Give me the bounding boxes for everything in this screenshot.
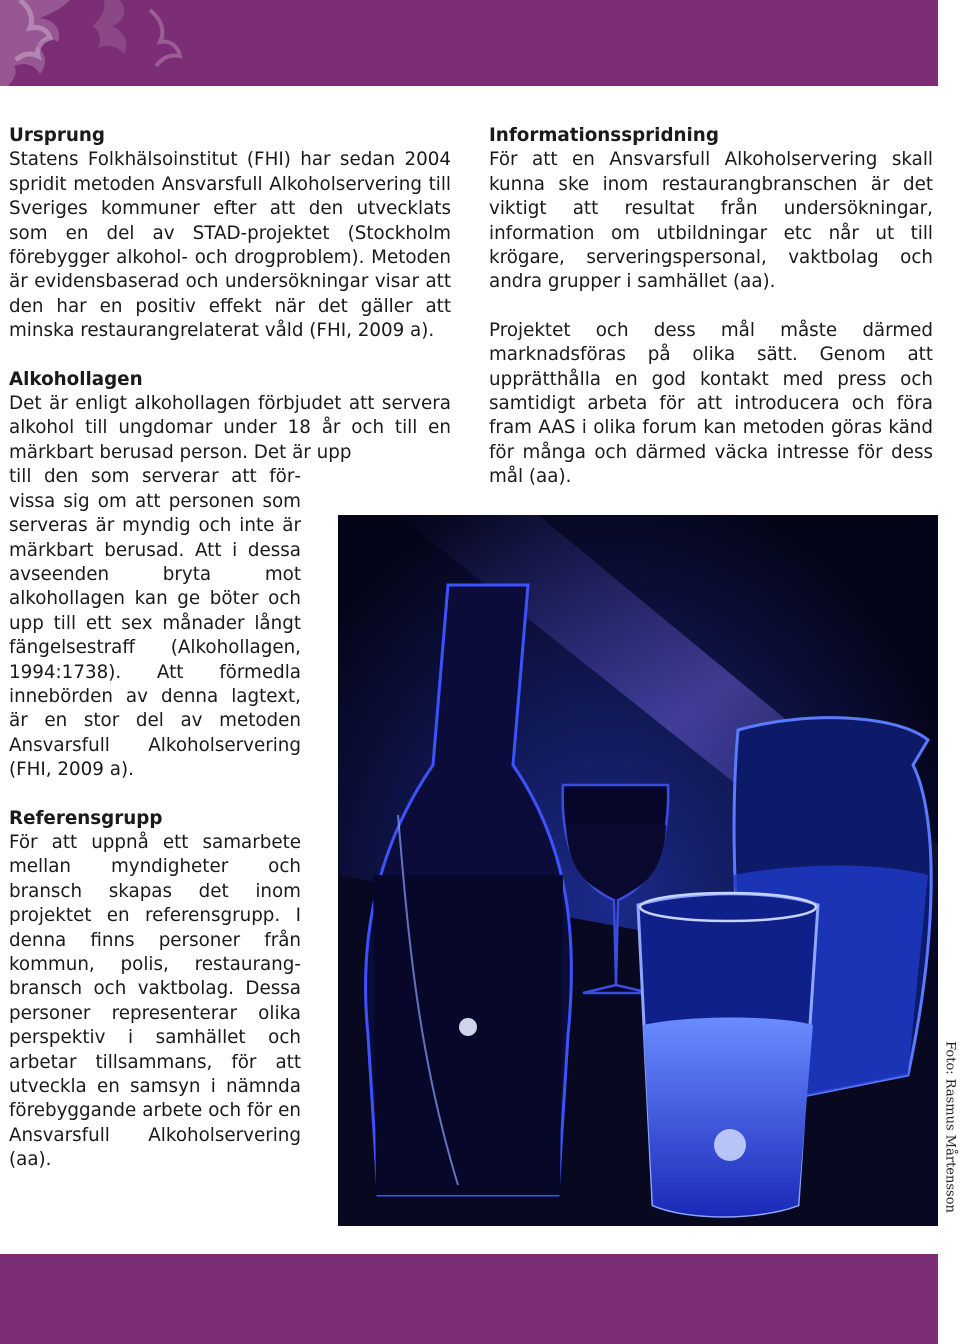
glassware-illustration [338, 515, 938, 1226]
heading-ursprung: Ursprung [9, 125, 105, 146]
heading-alkohollagen: Alkohollagen [9, 368, 143, 390]
text-alkohollagen-wide: Det är enligt alkohollagen förbjudet att servera alkohol till ungdomar under 18 år och till en märkbart berusad person. Det är upp [9, 393, 451, 463]
text-referensgrupp: För att uppnå ett samarbete mellan myndigheter och bransch skapas det inom projektet en referensgrupp. I denna finns personer från kommun, polis, restaurangbransch och vaktbolag. Dessa personer representerar olika perspektiv i samhället och arbetar tillsammans, för att utveckla en samsyn i nämnda förebyggande arbete och för en Ansvarsfull Alkoholservering (aa). [9, 831, 301, 1171]
heading-informationsspridning: Informationsspridning [489, 125, 719, 146]
heading-referensgrupp: Referensgrupp [9, 807, 163, 829]
photo-credit-text: Foto: Rasmus Mårtensson [942, 1041, 958, 1213]
top-banner [0, 0, 938, 86]
glassware-photo [338, 515, 938, 1226]
text-informationsspridning-1: För att en Ansvarsfull Alkoholservering skall kunna ske inom restaurangbranschen är det viktigt att resultat från undersökningar, information om utbildningar etc når ut till krögare, serveringspersonal, vaktbolag och andra grupper i samhället (aa). [489, 149, 933, 293]
text-ursprung: Statens Folkhälsoinstitut (FHI) har sedan 2004 spridit metoden Ansvarsfull Alkoholservering till Sveriges kommuner efter att den utvecklats som en del av STAD-projektet (Stockholm förebygger alkohol- och drogproblem). Metoden är evidensbaserad och undersökningar visar att den har en positiv effekt när det gäller att minska restaurangrelaterat våld (FHI, 2009 a). [9, 149, 451, 342]
photo-credit [940, 1041, 960, 1213]
text-informationsspridning-2: Projektet och dess mål måste därmed marknadsföras på olika sätt. Genom att upprätthålla en god kontakt med press och samtidigt arbeta för att introducera och föra fram AAS i olika forum kan metoden göras känd för många och därmed väcka intresse för dess mål (aa). [489, 319, 933, 488]
text-alkohollagen-narrow: till den som serverar att förvissa sig om att personen som serveras är myndig och inte är märkbart berusad. Att i dessa avseenden bryta mot alkohollagen kan ge böter och upp till ett sex månader långt fängelsestraff (Alkohollagen, 1994:1738). Att förmedla innebörden av denna lagtext, är en stor del av metoden Ansvarsfull Alkoholservering (FHI, 2009 a). [9, 466, 301, 781]
bottom-banner [0, 1254, 938, 1344]
lion-crest-icon [0, 0, 200, 86]
right-column [489, 124, 933, 490]
